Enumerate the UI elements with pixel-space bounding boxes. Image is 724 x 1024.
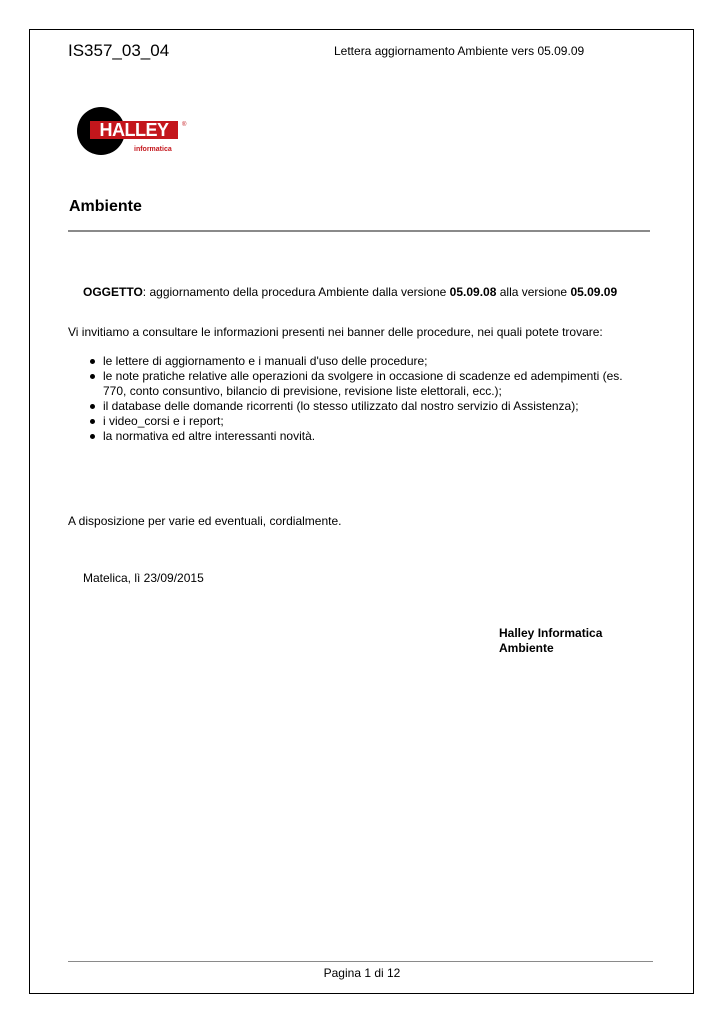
- list-item: [88, 399, 648, 414]
- bullet-icon: [90, 434, 95, 439]
- list-item-text: le note pratiche relative alle operazioni da svolgere in occasione di scadenze ed adempimenti (es. 770, conto consuntivo, bilancio di previsione, revisione liste elettorali, ecc.);: [103, 369, 623, 398]
- signature-department: Ambiente: [499, 641, 554, 655]
- header-code: IS357_03_04: [68, 41, 170, 60]
- closing-paragraph: A disposizione per varie ed eventuali, cordialmente.: [68, 514, 342, 528]
- list-item: [88, 354, 648, 369]
- list-item-text: i video_corsi e i report;: [103, 414, 224, 428]
- subject-line: [83, 285, 617, 299]
- logo-subtitle-text: informatica: [134, 146, 172, 153]
- halley-logo-graphic: [76, 106, 190, 156]
- halley-logo: [76, 106, 190, 156]
- bullet-icon: [90, 374, 95, 379]
- page-frame: [29, 29, 694, 994]
- place-date: Matelica, lì 23/09/2015: [83, 571, 204, 585]
- intro-paragraph: Vi invitiamo a consultare le informazioni presenti nei banner delle procedure, nei quali potete trovare:: [68, 325, 603, 339]
- document-heading: Ambiente: [69, 198, 142, 215]
- subject-to-version: 05.09.09: [570, 285, 618, 299]
- logo-brand-text: HALLEY: [99, 120, 169, 140]
- logo-registered-mark: ®: [182, 122, 187, 128]
- list-item-text: le lettere di aggiornamento e i manuali d'uso delle procedure;: [103, 354, 428, 368]
- signature-block: [499, 626, 602, 656]
- page-number: Pagina 1 di 12: [323, 966, 401, 980]
- info-list: [88, 354, 648, 444]
- list-item-text: il database delle domande ricorrenti (lo stesso utilizzato dal nostro servizio di Assistenza);: [103, 399, 579, 413]
- list-item: [88, 369, 648, 399]
- bullet-icon: [90, 359, 95, 364]
- subject-from-version: 05.09.08: [449, 285, 497, 299]
- heading-divider: [68, 230, 650, 232]
- subject-text-2: alla versione: [496, 285, 571, 299]
- bullet-icon: [90, 419, 95, 424]
- list-item: [88, 429, 648, 444]
- header-title: Lettera aggiornamento Ambiente vers 05.09.09: [334, 44, 585, 58]
- list-item: [88, 414, 648, 429]
- footer-divider: [68, 961, 653, 962]
- signature-company: Halley Informatica: [499, 626, 603, 640]
- bullet-icon: [90, 404, 95, 409]
- subject-text-1: : aggiornamento della procedura Ambiente dalla versione: [142, 285, 450, 299]
- subject-label: OGGETTO: [83, 285, 143, 299]
- list-item-text: la normativa ed altre interessanti novità.: [103, 429, 316, 443]
